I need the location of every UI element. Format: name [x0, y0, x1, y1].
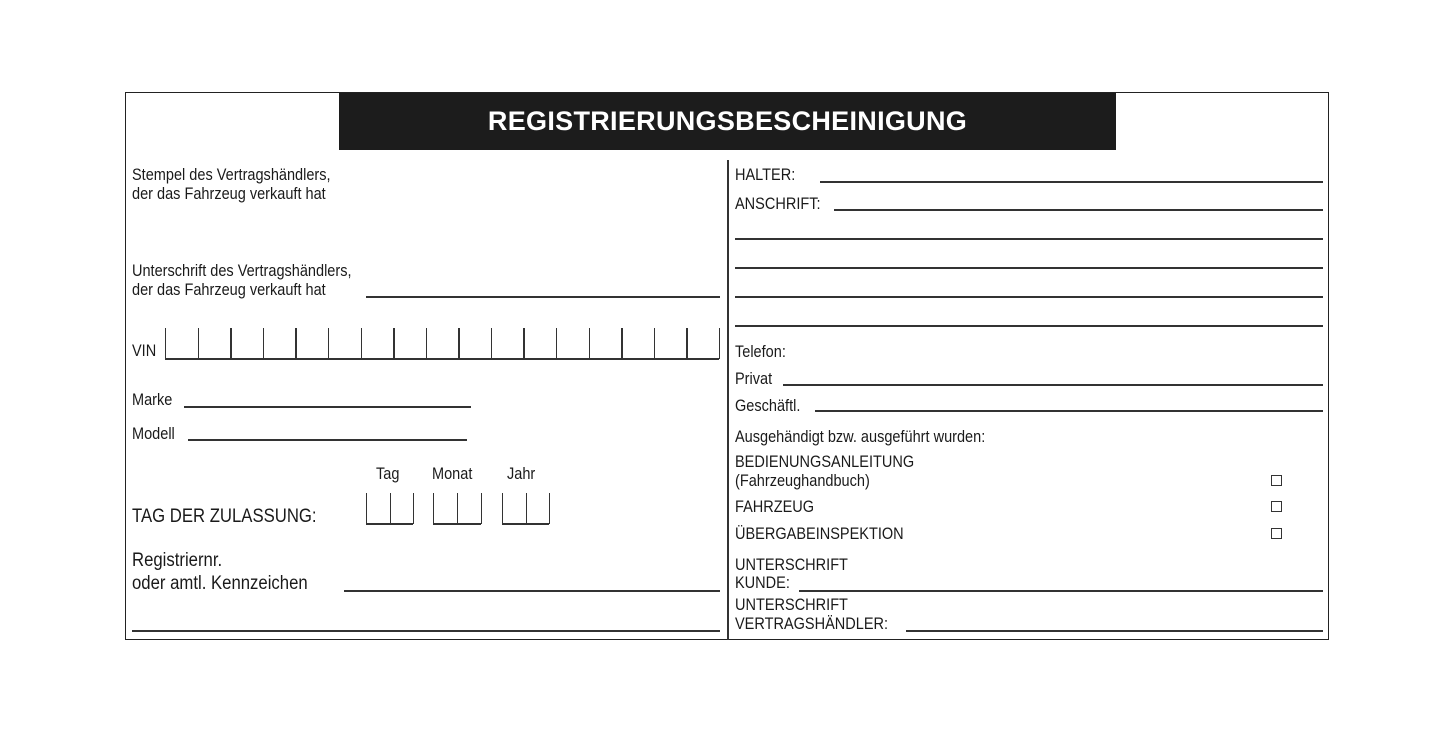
address-field[interactable]: [834, 209, 1323, 211]
customer-signature-label: UNTERSCHRIFT: [735, 556, 848, 574]
form-title-text: REGISTRIERUNGSBESCHEINIGUNG: [487, 106, 968, 136]
vin-box-divider: [491, 328, 492, 359]
stamp-label-line2: der das Fahrzeug verkauft hat: [132, 185, 326, 203]
address-field-line2[interactable]: [735, 238, 1323, 240]
address-field-line3[interactable]: [735, 267, 1323, 269]
address-field-line4[interactable]: [735, 296, 1323, 298]
month-box-divider: [457, 493, 458, 524]
dealer-signature-label: Unterschrift des Vertragshändlers,: [132, 262, 352, 280]
owner-label: HALTER:: [735, 166, 796, 184]
vin-box-divider: [230, 328, 231, 359]
vin-box-divider: [198, 328, 199, 359]
address-label: ANSCHRIFT:: [735, 195, 821, 213]
model-field[interactable]: [188, 439, 467, 441]
checkbox-manual[interactable]: [1271, 475, 1282, 486]
year-box-divider: [549, 493, 550, 524]
vin-box-divider: [361, 328, 362, 359]
vin-box-divider: [589, 328, 590, 359]
vin-baseline: [165, 358, 719, 360]
day-box-divider: [390, 493, 391, 524]
dealer-signature-field-right[interactable]: [906, 630, 1323, 632]
private-phone-field[interactable]: [783, 384, 1323, 386]
reg-number-field[interactable]: [344, 590, 720, 592]
vin-box-divider: [686, 328, 687, 359]
dealer-signature-field[interactable]: [366, 296, 720, 298]
model-label: Modell: [132, 425, 175, 443]
form-title: [339, 93, 1116, 150]
month-header: Monat: [432, 465, 473, 483]
checklist-inspection-label: ÜBERGABEINSPEKTION: [735, 525, 904, 543]
year-box-divider: [526, 493, 527, 524]
reg-number-field-line2[interactable]: [132, 630, 720, 632]
checklist-manual-label: BEDIENUNGSANLEITUNG: [735, 453, 915, 471]
handed-over-label: Ausgehändigt bzw. ausgeführt wurden:: [735, 428, 986, 446]
vin-box-divider: [165, 328, 166, 359]
owner-field[interactable]: [820, 181, 1323, 183]
registration-date-label: TAG DER ZULASSUNG:: [132, 506, 317, 527]
customer-signature-label-line2: KUNDE:: [735, 574, 790, 592]
reg-number-label: Registriernr.: [132, 550, 223, 571]
vin-box-divider: [458, 328, 459, 359]
make-label: Marke: [132, 391, 173, 409]
checklist-vehicle-label: FAHRZEUG: [735, 498, 815, 516]
month-box-divider: [481, 493, 482, 524]
checkbox-inspection[interactable]: [1271, 528, 1282, 539]
private-phone-label: Privat: [735, 370, 773, 388]
vin-box-divider: [426, 328, 427, 359]
reg-number-label-line2: oder amtl. Kennzeichen: [132, 573, 308, 594]
dealer-signature-label-right-line2: VERTRAGSHÄNDLER:: [735, 615, 889, 633]
customer-signature-field[interactable]: [799, 590, 1323, 592]
stamp-label: Stempel des Vertragshändlers,: [132, 166, 331, 184]
month-box-divider: [433, 493, 434, 524]
vin-box-divider: [393, 328, 394, 359]
vin-box-divider: [621, 328, 622, 359]
day-box-divider: [366, 493, 367, 524]
dealer-signature-label-right: UNTERSCHRIFT: [735, 596, 848, 614]
checklist-manual-sublabel: (Fahrzeughandbuch): [735, 472, 870, 490]
vin-box-divider: [328, 328, 329, 359]
vin-box-divider: [556, 328, 557, 359]
vin-box-divider: [654, 328, 655, 359]
column-divider: [727, 160, 729, 640]
year-box-divider: [502, 493, 503, 524]
vin-box-divider: [295, 328, 296, 359]
phone-label: Telefon:: [735, 343, 786, 361]
vin-label: VIN: [132, 342, 157, 360]
checkbox-vehicle[interactable]: [1271, 501, 1282, 512]
day-header: Tag: [376, 465, 400, 483]
vin-box-divider: [719, 328, 720, 359]
business-phone-label: Geschäftl.: [735, 397, 801, 415]
year-header: Jahr: [507, 465, 536, 483]
vin-box-divider: [263, 328, 264, 359]
address-field-line5[interactable]: [735, 325, 1323, 327]
day-box-divider: [413, 493, 414, 524]
business-phone-field[interactable]: [815, 410, 1323, 412]
vin-box-divider: [523, 328, 524, 359]
dealer-signature-label-line2: der das Fahrzeug verkauft hat: [132, 281, 326, 299]
make-field[interactable]: [184, 406, 471, 408]
